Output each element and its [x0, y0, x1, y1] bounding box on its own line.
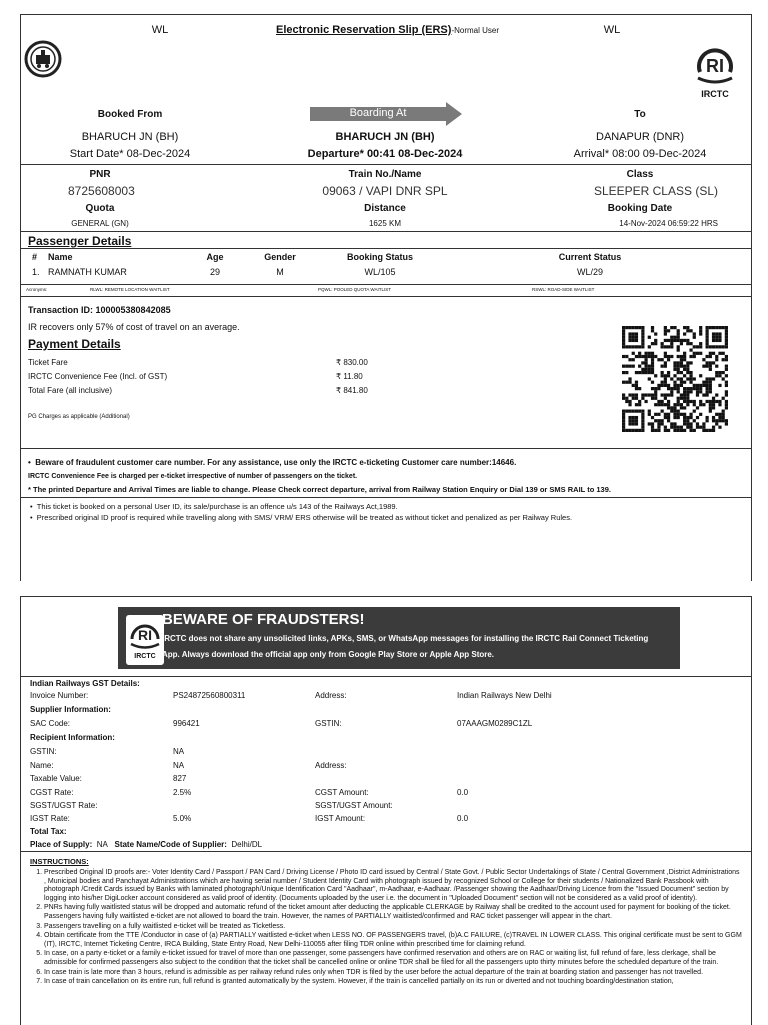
- booked-from-label: Booked From: [97, 109, 163, 120]
- recipient-gstin-label: GSTIN:: [30, 747, 57, 756]
- sac-label: SAC Code:: [30, 719, 71, 728]
- wl-left: WL: [151, 24, 169, 36]
- departure-time: Departure* 00:41 08-Dec-2024: [307, 148, 463, 160]
- pnr-label: PNR: [89, 169, 111, 180]
- instructions-heading: INSTRUCTIONS:: [30, 857, 89, 866]
- col-booking-status: Booking Status: [346, 252, 413, 262]
- divider: [20, 851, 751, 852]
- taxable-label: Taxable Value:: [30, 774, 82, 783]
- recipient-heading: Recipient Information:: [30, 733, 115, 742]
- qr-code-icon: [622, 326, 728, 432]
- personal-id-note-text: This ticket is booked on a personal User ID, its sale/purchase is an offence u/s 143 of the Railways Act,1989.: [36, 502, 398, 511]
- pg-charges-note: PG Charges as applicable (Additional): [28, 414, 130, 420]
- igst-amount-value: 0.0: [457, 814, 469, 823]
- divider: [20, 296, 751, 297]
- arrival-time: Arrival* 08:00 09-Dec-2024: [573, 148, 707, 160]
- quota-label: Quota: [85, 203, 115, 214]
- list-item: 3. Passengers travelling on a fully waitlisted e-ticket will be treated as Ticketless.: [44, 923, 742, 932]
- boarding-at-arrow: [310, 102, 462, 126]
- sac-value: 996421: [173, 719, 200, 728]
- conv-fee-note: IRCTC Convenience Fee is charged per e-ticket irrespective of number of passengers on the ticket.: [28, 473, 358, 480]
- divider: [20, 231, 751, 232]
- list-item: 4. Obtain certificate from the TTE /Conductor in case of (a) PARTIALLY waitlisted e-ticket when LESS NO. OF PASSENGERS travel, (b)A.C FAILURE, (c)TRAVEL IN LOWER CLASS. This original certificate must be sent to GGM (IT), IRCTC, Internet Ticketing Centre, IRCA Building, State Entry Road, New Delhi-110055 after filing TDR online within prescribed time for claiming refund.: [44, 932, 742, 949]
- svg-text:RI: RI: [706, 56, 724, 76]
- place-label: Place of Supply:: [30, 840, 93, 849]
- cgst-amount-value: 0.0: [457, 788, 469, 797]
- divider: [20, 284, 751, 285]
- igst-rate-label: IGST Rate:: [30, 814, 70, 823]
- divider: [20, 497, 751, 498]
- passenger-current-status: WL/29: [576, 267, 603, 277]
- ticket-title-suffix: -Normal User: [451, 26, 499, 35]
- acronyms-label: Acronyms:: [26, 287, 48, 292]
- boarding-station: BHARUCH JN (BH): [335, 131, 435, 143]
- times-note: * The printed Departure and Arrival Times are liable to change. Please Check correct departure, arrival from Railway Station Enquiry or Dial 139 or SMS RAIL to 139.: [28, 485, 611, 494]
- conv-fee-value: ₹ 11.80: [336, 372, 363, 381]
- passenger-gender: M: [276, 267, 284, 277]
- ticket-title-main: Electronic Reservation Slip (ERS): [276, 24, 452, 36]
- list-item: 5. In case, on a party e-ticket or a family e-ticket issued for travel of more than one passenger, some passengers have confirmed reservation and others are on RAC or waiting list, full refund of fare, less clerkage, shall be admissible for confirmed passengers also subject to the condition that the ticket shall be cancelled online or online TDR shall be filed for all the passengers upto thirty minutes before the scheduled departure of the train.: [44, 950, 742, 967]
- cgst-rate-value: 2.5%: [173, 788, 192, 797]
- booked-from-station: BHARUCH JN (BH): [81, 131, 179, 143]
- acronym-pqwl: PQWL: POOLED QUOTA WAITLIST: [318, 287, 392, 292]
- address-value: Indian Railways New Delhi: [457, 691, 552, 700]
- id-proof-note: • Prescribed original ID proof is required while travelling along with SMS/ VRM/ ERS otherwise will be treated as without ticket and penalized as per Railway Rules.: [30, 513, 573, 522]
- divider: [20, 448, 751, 449]
- ticket-title: [276, 24, 499, 36]
- train-name: 09063 / VAPI DNR SPL: [322, 184, 448, 198]
- recovery-note: IR recovers only 57% of cost of travel on an average.: [28, 322, 240, 332]
- list-item: 2. PNRs having fully waitlisted status will be dropped and automatic refund of the ticket amount after deducting the applicable CLERKAGE by Railway shall be credited to the account used for payment for booking of the ticket. Passengers having fully waitlisted e-ticket are not allowed to board the train. However, the names of PARTIALLY waitlisted/confirmed and RAC ticket passenger will appear in the chart.: [44, 904, 742, 921]
- gstin-label: GSTIN:: [315, 719, 342, 728]
- passenger-age: 29: [209, 267, 220, 277]
- divider: [20, 676, 751, 677]
- banner-line-1: IRCTC does not share any unsolicited links, APKs, SMS, or WhatsApp messages for installing the IRCTC Rail Connect Ticketing: [162, 634, 649, 643]
- divider: [20, 164, 751, 165]
- state-value: Delhi/DL: [231, 840, 263, 849]
- recipient-name-value: NA: [173, 761, 185, 770]
- indian-railways-logo-icon: [24, 40, 62, 78]
- invoice-value: PS24872560800311: [173, 691, 246, 700]
- svg-text:RI: RI: [138, 627, 152, 643]
- instructions-list: [30, 869, 742, 988]
- recipient-name-label: Name:: [30, 761, 54, 770]
- passenger-num: 1.: [32, 267, 40, 277]
- col-age: Age: [206, 252, 224, 262]
- recipient-address-label: Address:: [315, 761, 347, 770]
- to-label: To: [634, 109, 646, 120]
- col-gender: Gender: [264, 252, 296, 262]
- acronym-rlwl: RLWL: REMOTE LOCATION WAITLIST: [90, 287, 170, 292]
- distance-value: 1625 KM: [368, 219, 402, 228]
- list-item: 7. In case of train cancellation on its entire run, full refund is granted automatically by the system. However, if the train is cancelled partially on its run or diverted and not touching boarding/destination station,: [44, 978, 742, 987]
- booking-date-value: 14-Nov-2024 06:59:22 HRS: [619, 219, 718, 228]
- total-fare-label: Total Fare (all inclusive): [28, 386, 113, 395]
- train-label: Train No./Name: [348, 169, 422, 180]
- id-proof-note-text: Prescribed original ID proof is required while travelling along with SMS/ VRM/ ERS otherwise will be treated as without ticket and penalized as per Railway Rules.: [36, 513, 573, 522]
- irctc-logo-label: IRCTC: [701, 89, 729, 99]
- banner-irctc-logo-icon: [126, 615, 164, 665]
- recipient-gstin-value: NA: [173, 747, 185, 756]
- fraud-banner: [118, 607, 680, 669]
- class-label: Class: [626, 169, 654, 180]
- place-of-supply: [30, 840, 262, 849]
- place-value: NA: [96, 840, 108, 849]
- sgst-amount-label: SGST/UGST Amount:: [315, 801, 393, 810]
- ticket-fare-value: ₹ 830.00: [336, 358, 368, 367]
- banner-logo-label: IRCTC: [134, 653, 156, 660]
- start-date: Start Date* 08-Dec-2024: [69, 148, 191, 160]
- payment-details-heading: Payment Details: [28, 337, 121, 351]
- banner-title: BEWARE OF FRAUDSTERS!: [162, 611, 365, 628]
- quota-value: GENERAL (GN): [71, 219, 129, 228]
- booking-date-label: Booking Date: [607, 203, 673, 214]
- pnr-number: 8725608003: [68, 184, 135, 198]
- travel-class: SLEEPER CLASS (SL): [593, 184, 718, 198]
- igst-rate-value: 5.0%: [173, 814, 192, 823]
- divider: [20, 248, 751, 249]
- banner-line-2: App. Always download the official app only from Google Play Store or Apple App Store.: [162, 650, 495, 659]
- invoice-label: Invoice Number:: [30, 691, 89, 700]
- passenger-booking-status: WL/105: [364, 267, 396, 277]
- boarding-at-label: Boarding At: [349, 107, 407, 119]
- transaction-id: Transaction ID: 100005380842085: [28, 305, 171, 315]
- conv-fee-label: IRCTC Convenience Fee (Incl. of GST): [28, 372, 168, 381]
- col-num: #: [32, 252, 38, 262]
- gst-heading: Indian Railways GST Details:: [30, 679, 140, 688]
- state-label: State Name/Code of Supplier:: [114, 840, 227, 849]
- acronym-rswl: RSWL: ROAD-SIDE WAITLIST: [532, 287, 595, 292]
- irctc-logo-icon: [692, 42, 738, 98]
- wl-right: WL: [603, 24, 621, 36]
- passenger-details-heading: Passenger Details: [28, 234, 132, 248]
- col-name: Name: [48, 252, 73, 262]
- gstin-value: 07AAAGM0289C1ZL: [457, 719, 533, 728]
- igst-amount-label: IGST Amount:: [315, 814, 366, 823]
- destination-station: DANAPUR (DNR): [596, 131, 684, 143]
- cgst-rate-label: CGST Rate:: [30, 788, 74, 797]
- list-item: 6. In case train is late more than 3 hours, refund is admissible as per railway refund rules only when TDR is filed by the user before the actual departure of the train at boarding station and passenger has not travelled.: [44, 969, 742, 978]
- col-current-status: Current Status: [558, 252, 622, 262]
- sgst-rate-label: SGST/UGST Rate:: [30, 801, 98, 810]
- ticket-page: [20, 14, 752, 581]
- total-tax-label: Total Tax:: [30, 827, 67, 836]
- personal-id-note: • This ticket is booked on a personal User ID, its sale/purchase is an offence u/s 143 of the Railways Act,1989.: [30, 502, 398, 511]
- ticket-fare-label: Ticket Fare: [28, 358, 68, 367]
- taxable-value: 827: [173, 774, 187, 783]
- fraud-warning-text: Beware of fraudulent customer care number. For any assistance, use only the IRCTC e-ticketing Customer care number:14646.: [35, 458, 517, 467]
- total-fare-value: ₹ 841.80: [336, 386, 368, 395]
- passenger-name: RAMNATH KUMAR: [48, 267, 127, 277]
- address-label: Address:: [315, 691, 347, 700]
- supplier-heading: Supplier Information:: [30, 705, 111, 714]
- fraud-warning: • Beware of fraudulent customer care number. For any assistance, use only the IRCTC e-ticketing Customer care number:14646.: [28, 458, 517, 467]
- list-item: 1. Prescribed Original ID proofs are:- Voter Identity Card / Passport / PAN Card / Driving License / Photo ID card issued by Central / State Govt. / Public Sector Undertakings of State / Central Government ,District Administrations , Municipal bodies and Panchayat Administrations which are having serial number / Student Identity Card with photograph issued by recognized School or College for their students / Nationalized Bank Passbook with photograph /Credit Cards issued by Banks with laminated photograph/Unique Identification Card "Aadhaar", m-Aadhaar, e-Aadhaar. /Passenger showing the Aadhaar/Driving Licence from the "Issued Document" section by logging into his/her DigiLocker account considered as valid proof of identity. (Documents uploaded by the user i.e. the document in "Uploaded Document" section will not be considered as a valid proof of identity).: [44, 869, 742, 903]
- distance-label: Distance: [364, 203, 406, 214]
- cgst-amount-label: CGST Amount:: [315, 788, 369, 797]
